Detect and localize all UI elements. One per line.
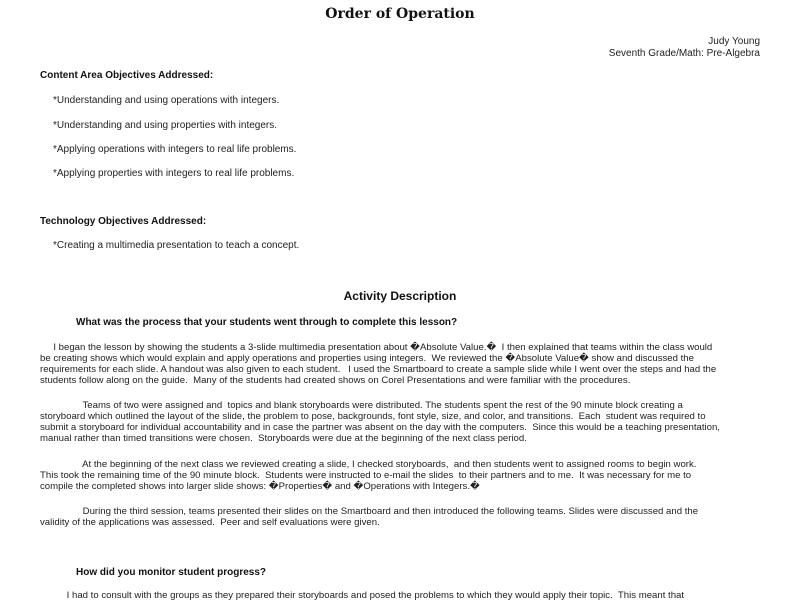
monitor-paragraph [40, 590, 684, 601]
paragraph-line: manual rather than timed transitions were chosen. Storyboards were due at the beginning of the next class period. [40, 433, 527, 444]
author-course: Seventh Grade/Math: Pre-Algebra [608, 48, 760, 59]
paragraph-line: be creating shows which would explain and apply operations and properties using integers. We reviewed the �Absolute Value� show and discussed the [40, 353, 694, 364]
technology-objective-item: *Creating a multimedia presentation to teach a concept. [53, 240, 300, 251]
paragraph-line: students follow along on the guide. Many of the students had created shows on Corel Presentations and were familiar with the procedures. [40, 375, 631, 386]
author-name: Judy Young [708, 36, 760, 47]
paragraph-line: storyboard which outlined the layout of the slide, the problem to pose, backgrounds, font style, size, and color, and transitions. Each student was required to [40, 411, 706, 422]
activity-paragraph-2 [40, 400, 720, 444]
paragraph-line: At the beginning of the next class we reviewed creating a slide, I checked storyboards, and then students went to assigned rooms to begin work. [40, 459, 697, 470]
author-block [609, 36, 760, 60]
content-objective-item: *Applying properties with integers to real life problems. [53, 168, 295, 179]
paragraph-line: submit a storyboard for individual accountability and in case the partner was absent on the day with the computers. Since this would be a teaching presentation, [40, 422, 720, 433]
document-title: Order of Operation [325, 6, 475, 22]
paragraph-line: This took the remaining time of the 90 minute block. Students were instructed to e-mail the slides to their partners and to me. It was necessary for me to [40, 470, 692, 481]
activity-paragraph-1 [40, 342, 716, 386]
content-objective-item: *Applying operations with integers to real life problems. [53, 144, 297, 155]
content-objective-item: *Understanding and using properties with integers. [53, 120, 278, 131]
technology-objectives-heading: Technology Objectives Addressed: [40, 216, 207, 227]
paragraph-line: validity of the applications was assessed. Peer and self evaluations were given. [40, 517, 380, 528]
paragraph-line: Teams of two were assigned and topics and blank storyboards were distributed. The students spent the rest of the 90 minute block creating a [40, 400, 683, 411]
content-objective-item: *Understanding and using operations with integers. [53, 95, 280, 106]
monitor-question: How did you monitor student progress? [76, 567, 266, 578]
activity-heading: Activity Description [343, 289, 457, 303]
paragraph-line: compile the completed shows into larger slide shows: �Properties� and �Operations with Integers.� [40, 481, 480, 492]
activity-paragraph-3 [40, 459, 696, 492]
paragraph-line: I had to consult with the groups as they prepared their storyboards and posed the problems to which they would apply their topic. This meant that [40, 590, 685, 601]
paragraph-line: I began the lesson by showing the students a 3-slide multimedia presentation about �Absolute Value.� I then explained that teams within the class would [40, 342, 713, 353]
content-objectives-heading: Content Area Objectives Addressed: [40, 70, 214, 81]
activity-paragraph-4 [40, 506, 698, 528]
process-question: What was the process that your students went through to complete this lesson? [76, 317, 458, 328]
paragraph-line: requirements for each slide. A handout was also given to each student. I used the Smartboard to create a sample slide while I went over the steps and had the [40, 364, 717, 375]
paragraph-line: During the third session, teams presented their slides on the Smartboard and then introduced the following teams. Slides were discussed and the [40, 506, 699, 517]
